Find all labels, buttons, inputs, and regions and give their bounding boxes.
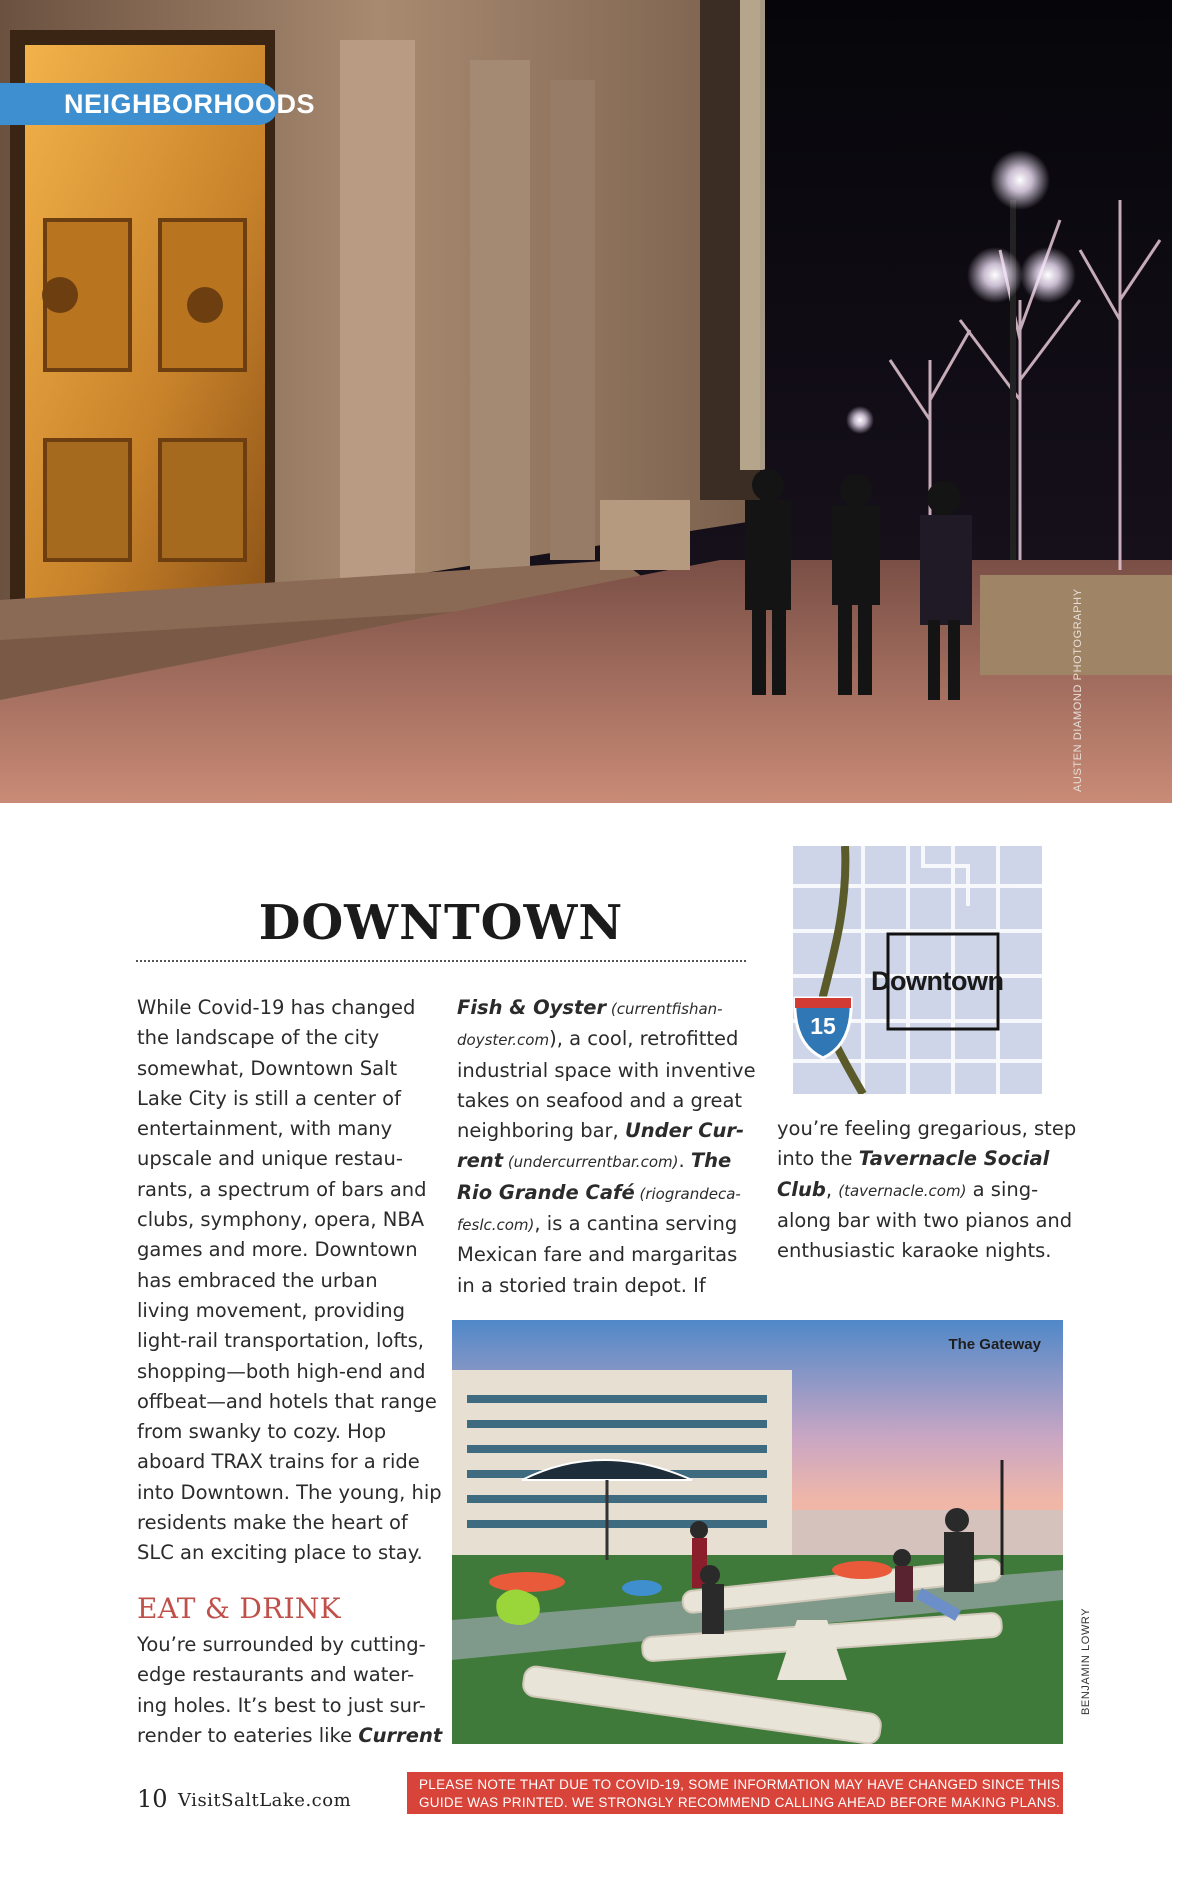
text-line: upscale and unique restau- <box>137 1147 403 1171</box>
text-line: clubs, symphony, opera, NBA <box>137 1208 425 1232</box>
text-run: , <box>825 1177 839 1201</box>
venue-url: (tavernacle.com) <box>838 1181 967 1200</box>
text-line: in a storied train depot. If <box>457 1273 706 1297</box>
text-run: render to eateries like <box>137 1723 359 1747</box>
text-line: you’re feeling gregarious, step <box>777 1117 1077 1140</box>
text-line: shopping—both high-end and <box>137 1359 426 1383</box>
text-line <box>457 1178 757 1209</box>
text-line: aboard TRAX trains for a ride <box>137 1450 420 1474</box>
text-run: , is a cantina serving <box>534 1212 738 1236</box>
notice-line: GUIDE WAS PRINTED. WE STRONGLY RECOMMEND CALLING AHEAD BEFORE MAKING PLANS. <box>419 1795 1061 1810</box>
text-line: Lake City is still a center of <box>137 1086 401 1110</box>
venue-name: Tavernacle Social <box>858 1147 1050 1171</box>
text-line: industrial space with inventive <box>457 1058 756 1082</box>
venue-name: Rio Grande Café <box>457 1180 635 1204</box>
text-line: takes on seafood and a great <box>457 1088 743 1112</box>
location-map <box>793 846 1042 1094</box>
text-line: somewhat, Downtown Salt <box>137 1056 398 1080</box>
text-run: into the <box>777 1147 859 1171</box>
gateway-photo-illustration <box>452 1320 1063 1744</box>
text-run: a sing- <box>966 1177 1039 1201</box>
text-run: ), a cool, retrofitted <box>549 1027 739 1051</box>
venue-name: Club <box>777 1177 826 1201</box>
text-line: SLC an exciting place to stay. <box>137 1541 423 1565</box>
text-line <box>777 1144 1067 1174</box>
body-column-3 <box>777 1114 1077 1266</box>
text-line: along bar with two pianos and <box>777 1208 1073 1232</box>
text-line: from swanky to cozy. Hop <box>137 1420 387 1444</box>
venue-url: (currentfishan- <box>606 1000 723 1018</box>
interstate-shield-icon: 15 <box>810 1013 836 1039</box>
text-line: residents make the heart of <box>137 1511 408 1535</box>
text-run: . <box>678 1149 691 1173</box>
text-line <box>457 993 757 1024</box>
text-run: neighboring bar, <box>457 1119 625 1143</box>
page-number: 10 <box>137 1785 168 1813</box>
body-column-1 <box>137 993 442 1569</box>
body-column-1b <box>137 1630 443 1751</box>
venue-name: Current <box>358 1723 443 1747</box>
notice-line: PLEASE NOTE THAT DUE TO COVID-19, SOME INFORMATION MAY HAVE CHANGED SINCE THIS <box>419 1777 1061 1792</box>
body-column-2 <box>457 993 757 1301</box>
text-line <box>457 1116 757 1146</box>
hero-photo <box>0 0 1172 803</box>
venue-name: Fish & Oyster <box>457 996 607 1019</box>
text-line: rants, a spectrum of bars and <box>137 1177 427 1201</box>
text-line <box>457 1024 757 1055</box>
text-line: offbeat—and hotels that range <box>137 1389 437 1413</box>
venue-url: doyster.com <box>457 1031 550 1050</box>
text-line: You’re surrounded by cutting- <box>137 1633 426 1656</box>
map-label: Downtown <box>871 966 1004 996</box>
text-line: ing holes. It’s best to just sur- <box>137 1693 426 1717</box>
text-line: While Covid-19 has changed <box>137 996 416 1019</box>
photo-credit: AUSTEN DIAMOND PHOTOGRAPHY <box>1072 588 1084 792</box>
venue-url: feslc.com) <box>457 1216 535 1235</box>
venue-name: rent <box>457 1149 504 1173</box>
text-line: edge restaurants and water- <box>137 1663 415 1687</box>
covid-notice <box>407 1772 1063 1814</box>
text-line: games and more. Downtown <box>137 1238 418 1262</box>
text-line: enthusiastic karaoke nights. <box>777 1239 1052 1263</box>
venue-name: Under Cur- <box>624 1119 745 1143</box>
page-title: DOWNTOWN <box>258 895 624 951</box>
photo-credit-2: BENJAMIN LOWRY <box>1080 1607 1092 1715</box>
text-line: Mexican fare and margaritas <box>457 1243 738 1267</box>
eat-drink-heading: EAT & DRINK <box>137 1592 341 1625</box>
text-line: into Downtown. The young, hip <box>137 1480 442 1504</box>
section-tab: NEIGHBORHOODS <box>0 83 279 125</box>
text-line: the landscape of the city <box>137 1026 380 1050</box>
venue-url: (riograndeca- <box>634 1184 741 1203</box>
text-line <box>137 1721 443 1751</box>
dotted-divider <box>136 960 746 962</box>
site-name: VisitSaltLake.com <box>178 1790 352 1811</box>
photo-caption: The Gateway <box>948 1336 1041 1353</box>
text-line: living movement, providing <box>137 1298 405 1322</box>
text-line: has embraced the urban <box>137 1268 378 1292</box>
venue-url: (undercurrentbar.com) <box>503 1153 679 1172</box>
text-line: light-rail transportation, lofts, <box>137 1329 424 1353</box>
venue-name: The <box>690 1149 732 1173</box>
text-line <box>457 1209 757 1240</box>
text-line <box>777 1175 1067 1206</box>
text-line <box>457 1146 757 1177</box>
text-line: entertainment, with many <box>137 1117 393 1141</box>
gateway-photo <box>452 1320 1063 1744</box>
